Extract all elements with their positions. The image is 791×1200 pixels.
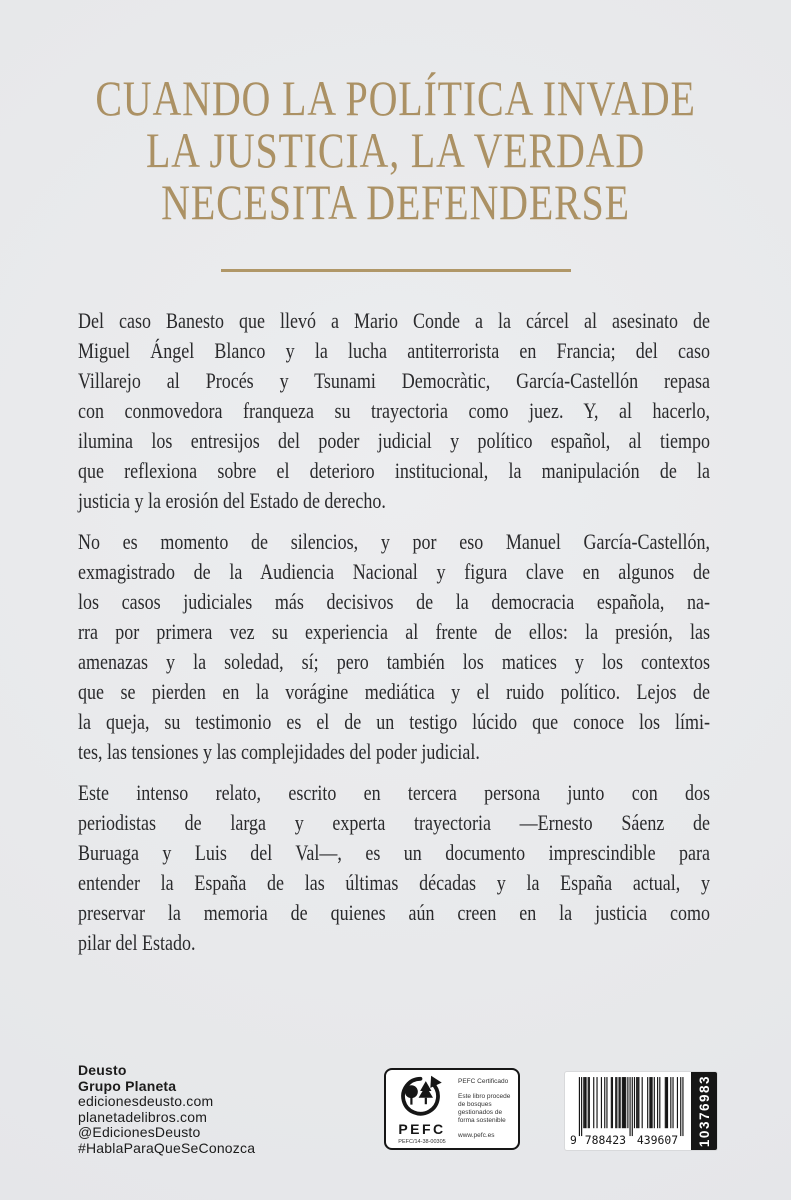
- page-title: [79, 72, 712, 228]
- paragraph: [78, 778, 710, 958]
- pefc-description: Este libro procede de bosques gestionados de forma sostenible: [458, 1093, 511, 1124]
- text-line: Del caso Banesto que llevó a Mario Conde a la cárcel al asesinato de: [78, 308, 710, 333]
- pefc-license-number: PEFC/14-38-00305: [398, 1139, 446, 1145]
- text-line: Este intenso relato, escrito en tercera persona junto con dos: [78, 780, 710, 805]
- text-line: No es momento de silencios, y por eso Manuel García-Castellón,: [78, 529, 710, 554]
- barcode-bars: [569, 1075, 687, 1146]
- text-line: que reflexiona sobre el deterioro institucional, la manipulación de la: [78, 458, 710, 483]
- text-line: justicia y la erosión del Estado de derecho.: [78, 488, 386, 513]
- text-line: entender la España de las últimas décadas y la España actual, y: [78, 870, 710, 895]
- text-line: Villarejo al Procés y Tsunami Democràtic, García-Castellón repasa: [78, 368, 710, 393]
- text-line: que se pierden en la vorágine mediática y el ruido político. Lejos de: [78, 679, 710, 704]
- text-line: la queja, su testimonio es el de un testigo lúcido que conoce los lími-: [78, 709, 710, 734]
- title-line: CUANDO LA POLÍTICA INVADE: [95, 70, 696, 126]
- publisher-link: edicionesdeusto.com: [78, 1093, 214, 1109]
- pefc-logo-text: PEFC: [398, 1121, 446, 1137]
- title-line: LA JUSTICIA, LA VERDAD: [145, 122, 646, 178]
- pefc-logo-column: [392, 1075, 452, 1144]
- text-line: periodistas de larga y experta trayectoria —Ernesto Sáenz de: [78, 810, 710, 835]
- pefc-url: www.pefc.es: [458, 1132, 495, 1139]
- publisher-social-handle: @EdicionesDeusto: [78, 1124, 201, 1140]
- pefc-text-column: [452, 1075, 512, 1144]
- text-line: exmagistrado de la Audiencia Nacional y figura clave en algunos de: [78, 559, 710, 584]
- pefc-trees-circle-icon: [397, 1075, 447, 1121]
- barcode-bars-area: [565, 1072, 691, 1150]
- barcode-side-strip: [691, 1072, 717, 1150]
- divider: [221, 269, 571, 272]
- text-line: ilumina los entresijos del poder judicial y político español, al tiempo: [78, 428, 710, 453]
- publisher-link: planetadelibros.com: [78, 1108, 208, 1125]
- text-line: Miguel Ángel Blanco y la lucha antiterrorista en Francia; del caso: [78, 338, 710, 363]
- paragraph: [78, 306, 710, 516]
- publisher-imprint: Deusto: [78, 1062, 127, 1078]
- publisher-hashtag: #HablaParaQueSeConozca: [78, 1139, 256, 1156]
- text-line: preservar la memoria de quienes aún creen en la justicia como: [78, 900, 710, 925]
- barcode: [565, 1072, 717, 1150]
- text-line: pilar del Estado.: [78, 930, 196, 955]
- text-line: rra por primera vez su experiencia al frente de ellos: la presión, las: [78, 619, 710, 644]
- title-line: NECESITA DEFENDERSE: [161, 174, 630, 230]
- text-line: Buruaga y Luis del Val—, es un documento imprescindible para: [78, 840, 710, 865]
- svg-text:439607: 439607: [636, 1133, 679, 1146]
- text-line: amenazas y la soledad, sí; pero también los matices y los contextos: [78, 649, 710, 674]
- svg-text:9: 9: [569, 1133, 577, 1146]
- text-line: con conmovedora franqueza su trayectoria como juez. Y, al hacerlo,: [78, 398, 710, 423]
- publisher-block: [78, 1063, 255, 1156]
- svg-text:788423: 788423: [584, 1133, 627, 1146]
- paragraph: [78, 527, 710, 767]
- publisher-group: Grupo Planeta: [78, 1077, 177, 1094]
- text-line: tes, las tensiones y las complejidades del poder judicial.: [78, 739, 480, 764]
- body-copy: [78, 306, 710, 958]
- barcode-side-code: 10376983: [696, 1074, 712, 1148]
- pefc-certified-label: PEFC Certificado: [458, 1078, 509, 1085]
- text-line: los casos judiciales más decisivos de la democracia española, na-: [78, 589, 710, 614]
- pefc-label: [384, 1068, 520, 1150]
